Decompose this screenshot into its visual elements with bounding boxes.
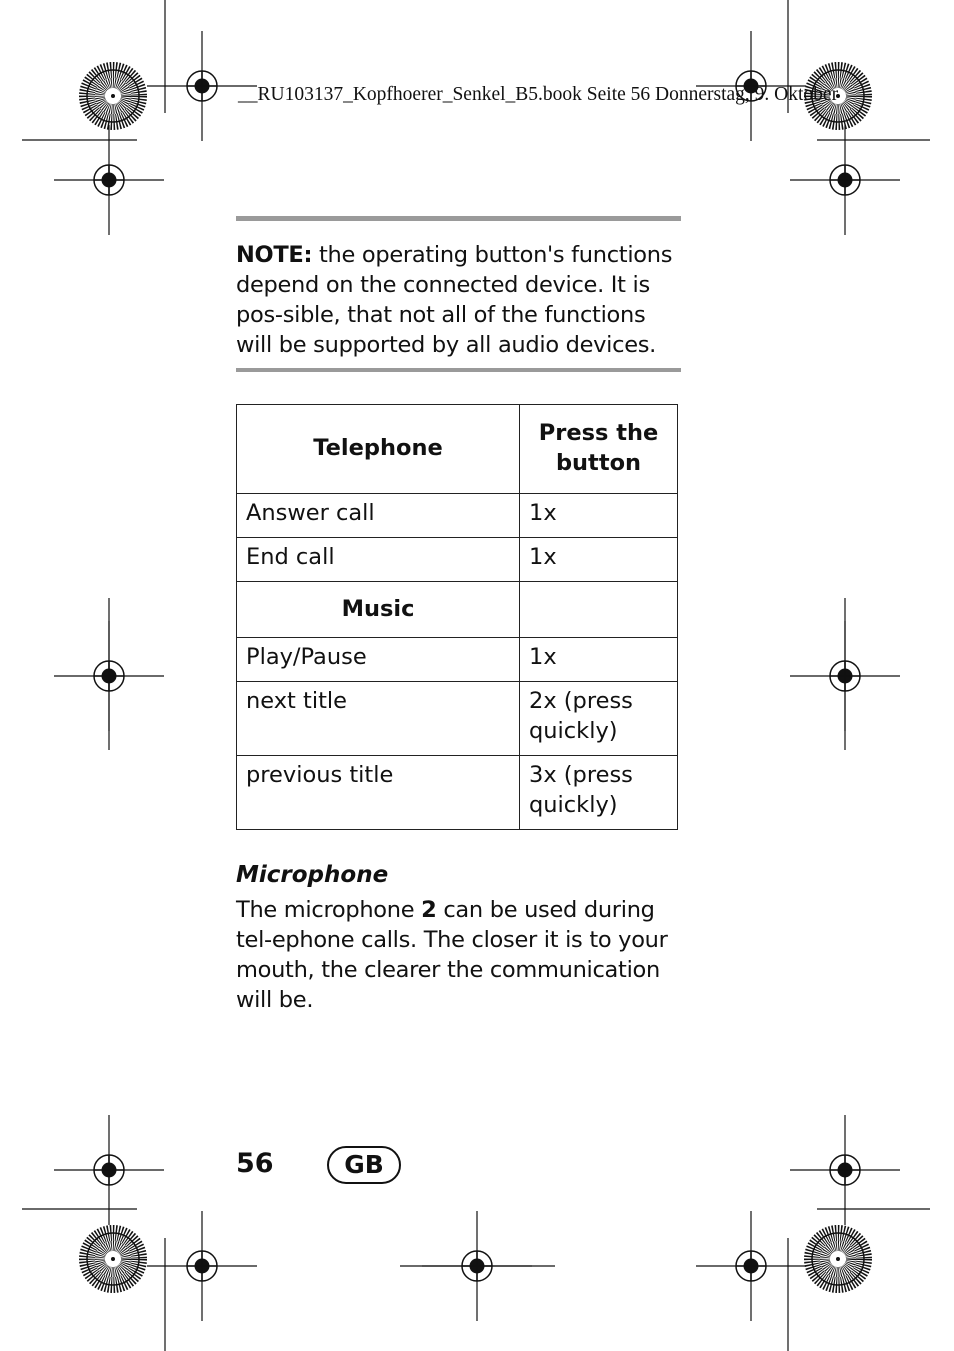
registration-crosshair-mark (54, 125, 164, 235)
page-number: 56 (236, 1148, 274, 1179)
note-top-rule (236, 216, 681, 221)
registration-star-mark (812, 1233, 864, 1285)
table-row (237, 638, 678, 682)
table-cell-action: End call (237, 538, 520, 582)
table-cell-action: previous title (237, 756, 520, 830)
table-cell-press: 1x (520, 494, 678, 538)
table-section-row-music (237, 582, 678, 638)
print-slug-header: __RU103137_Kopfhoerer_Senkel_B5.book Seite 56 Donnerstag, 9. Oktober (238, 84, 839, 105)
table-row (237, 682, 678, 756)
note-text: the operating button's functions depend on the connected device. It is pos-sible, that not all of the functions will be supported by all audio devices. (236, 242, 673, 358)
table-row (237, 756, 678, 830)
table-cell-action: Play/Pause (237, 638, 520, 682)
microphone-text-end: can be used during tel-ephone calls. The closer it is to your mouth, the clearer the communication will be. (236, 897, 668, 1013)
country-badge: GB (327, 1146, 401, 1184)
column-header-telephone: Telephone (237, 405, 520, 494)
table-cell-press: 1x (520, 638, 678, 682)
table-cell-action: next title (237, 682, 520, 756)
table-cell-press: 1x (520, 538, 678, 582)
note-bottom-rule (236, 368, 681, 372)
table-cell-action: Answer call (237, 494, 520, 538)
table-row (237, 494, 678, 538)
part-reference-number: 2 (421, 897, 437, 923)
registration-crosshair-mark (790, 125, 900, 235)
section-title-microphone: Microphone (236, 862, 389, 888)
column-header-press: Press the button (520, 405, 678, 494)
table-cell-press: 2x (press quickly) (520, 682, 678, 756)
registration-crosshair-mark (696, 1211, 806, 1321)
registration-star-mark (87, 1233, 139, 1285)
note-box (236, 240, 688, 360)
registration-star-mark (87, 70, 139, 122)
table-header-row (237, 405, 678, 494)
note-label: NOTE: (236, 242, 313, 268)
section-header-music: Music (237, 582, 520, 638)
table-row (237, 538, 678, 582)
table-cell-empty (520, 582, 678, 638)
microphone-text-start: The microphone (236, 897, 422, 923)
table-cell-press: 3x (press quickly) (520, 756, 678, 830)
button-functions-table (236, 404, 678, 830)
registration-crosshair-mark (147, 1211, 257, 1321)
microphone-paragraph (236, 895, 688, 1015)
